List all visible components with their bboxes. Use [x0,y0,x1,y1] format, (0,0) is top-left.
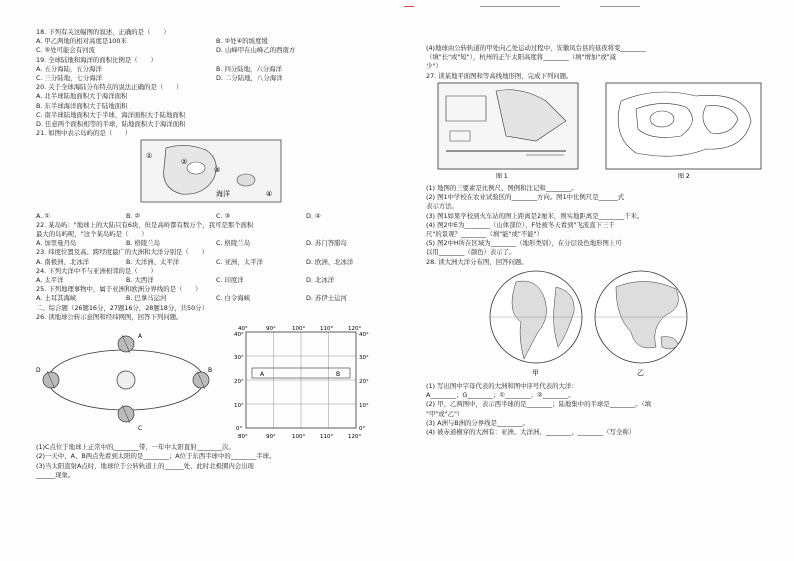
grid-top-label: 120° [348,326,362,333]
map-label-jia: 甲 [532,368,539,377]
grid-left-label: 20° [234,379,244,386]
right-column [426,44,776,437]
grid-bottom-label: 100° [292,434,306,441]
fig1-caption: 图 1 [496,172,508,180]
grid-left-label: 0° [236,426,243,433]
q19-option-c[interactable]: C. 三分陆地，七分海洋 [36,74,103,83]
grid-bottom-label: 90° [266,434,276,441]
map-label-1: ① [146,152,153,161]
q22-stem-cont: 最大的岛屿呢，"这个某岛屿是（ ） [36,230,148,239]
q25-option-a[interactable]: A. 土耳其海峡 [36,294,77,303]
header-mark [404,6,414,7]
left-column [36,28,396,480]
q22-option-c[interactable]: C. 格陵兰岛 [216,239,251,248]
grid-left-label: 30° [234,355,244,362]
grid-right-label: 30° [359,355,369,362]
school-plan-figure [438,83,578,180]
q28-sub4: (4) 被赤道横穿的大洲有：亚洲、大洋洲、________、________（写全称） [426,428,636,437]
q23-option-b[interactable]: B. 大洋洲、太平洋 [126,257,180,266]
q19-option-d[interactable]: D. 二分陆地，八分海洋 [216,74,283,83]
q21-stem: 21. 如图中表示岛屿的是（ ） [36,129,132,138]
q25-option-d[interactable]: D. 苏伊士运河 [306,294,347,303]
q28-sub2-cont: "甲"或"乙"） [426,409,464,418]
q24-stem: 24. 下列大洋中不与亚洲相邻的是（ ） [36,266,157,275]
grid-left-label: 40° [234,332,244,339]
q26-sub4: (4)地球由公转轨道的甲处向乙处运动过程中，安徽凤台县的昼夜将变________ [426,44,646,52]
q20-option-d[interactable]: D. 任意两个面积相等的半球，陆地面积大于海洋面积 [36,120,186,129]
q23-option-a[interactable]: A. 南极洲、北冰洋 [36,257,90,266]
q28-sub1: (1) 写出图中字母代表的大洲和图中序号代表的大洋： [426,382,578,391]
q26-sub3-cont: ______现象。 [36,470,75,479]
map-label-2: ② [181,158,188,167]
q25-stem: 25. 下列地理事物中，属于亚洲和欧洲分界线的是（ ） [36,285,202,294]
q28-hemisphere-maps [426,267,776,379]
q26-stem: 26. 读地球公转示意图和经纬网图，回答下列问题。 [36,312,183,321]
q18-option-b[interactable]: B. ②处④的坡度缓 [216,37,268,46]
q27-sub2-cont: 表示方法。 [426,202,458,211]
q26-sub2: (2)一天中，A、B两点先看到太阳的是________；A位于东西半球中的________半球。 [36,452,276,461]
q26-sub1: (1)C点位于地球上正常中的________带，一年中太阳直射________次。 [36,443,235,452]
grid-left-label: 10° [234,403,244,410]
point-a-label: A [260,371,265,379]
grid-right-label: 10° [359,403,369,410]
map-label-3: ③ [214,166,221,175]
grid-right-label: 0° [359,426,366,433]
map-label-yi: 乙 [637,368,644,377]
grid-top-label: 110° [320,326,334,333]
q28-sub1-cont: A________；G________；①________；②________。 [426,391,575,400]
header-rule-2 [600,6,640,7]
earth-icon [118,405,134,423]
q23-option-d[interactable]: D. 欧洲、北冰洋 [306,257,354,266]
q26-sub3: (3)当太阳直射A点时，地球位于公转轨道上的______处，此时北极圈内会出现 [36,461,254,470]
q27-sub3: (3) 图1如果学校到火车站的图上距离是2厘米，则实地距离是________千米。 [426,211,644,220]
q25-options [36,294,396,303]
q24-option-b[interactable]: B. 大西洋 [126,276,154,285]
hemisphere-map-a [490,271,582,377]
orbit-diagram [36,333,212,432]
grid-bottom-label: 80° [238,434,248,441]
q23-options [36,258,396,267]
grid-top-label: 100° [292,326,306,333]
q27-sub5: (5) 图2中H所在区域为________（地形类别），在分层设色地形图上可 [426,239,622,248]
q26-figures [36,322,396,440]
grid-bottom-label: 120° [348,434,362,441]
q27-sub4-cont: 尺"的景观？________（填"能"或"不能"） [426,230,543,239]
q19-options-row2 [36,74,396,83]
orbit-label-a: A [138,333,143,341]
orbit-label-c: C [138,425,143,433]
q20-option-b[interactable]: B. 东半球海洋面积大于陆地面积 [36,101,128,110]
earth-icon [193,371,209,389]
q21-option-d[interactable]: D. ④ [306,211,321,220]
section-2-heading: 二、综合题（26题16分，27题16分，28题18分，共50分） [36,303,208,312]
grid-bottom-label: 110° [320,434,334,441]
orbit-label-d: D [36,367,41,375]
q20-option-c[interactable]: C. 南半球陆地面积大于半球，海洋面积大于陆地面积 [36,110,186,119]
earth-icon [43,371,59,389]
q24-options [36,276,396,285]
q21-options [36,212,396,221]
q19-option-a[interactable]: A. 五分海陆，五分海洋 [36,64,102,73]
grid-top-label: 90° [266,326,276,333]
q28-sub3: (3) A洲与B洲的分界线是________。 [426,418,529,427]
q24-option-d[interactable]: D. 北冰洋 [306,276,335,285]
hemisphere-map-b [595,271,687,377]
q26-sub4-cont2: 少"） [426,62,442,71]
q28-sub2: (2) 甲、乙两图中，表示西半球的是________；陆地集中的半球是________。（填 [426,400,652,409]
q18-options-row2 [36,46,396,55]
point-b-label: B [336,371,341,379]
q20-option-a[interactable]: A. 北半球陆地面积大于海洋面积 [36,92,128,101]
q23-option-c[interactable]: C. 亚洲、太平洋 [216,257,263,266]
q27-sub4: (4) 图2中E为________（山体部位），F处被冬天看到"飞流直下三千 [426,220,615,229]
q27-sub1: (1) 地图的三要素是比例尺、图例和注记和________。 [426,184,578,193]
grid-right-label: 40° [359,332,369,339]
q27-sub5-cont: 以用________（颜色）表示了。 [426,248,516,257]
q21-option-c[interactable]: C. ③ [216,211,231,220]
q22-option-d[interactable]: D. 苏门答腊岛 [306,239,347,248]
q28-stem: 28. 读大洲大洋分布图，回答问题。 [426,257,528,266]
q27-sub2: (2) 图1中学校在农业试验区的________方向。图1中比例尺是______式 [426,193,625,202]
grid-top-label: 40° [238,326,248,333]
q25-option-c[interactable]: C. 白令海峡 [216,294,251,303]
q22-option-a[interactable]: A. 加里曼丹岛 [36,239,77,248]
q26-sub4-cont: （填"长"或"短"），杭州的正午太阳高度将________（填"增加"或"减 [426,53,616,62]
sun-icon [117,371,135,389]
map-label-4: ④ [266,190,273,199]
q22-options [36,239,396,248]
q22-stem: 22. 某岛屿："地球上的大陆只有6块，但是高岭都有数万个，我可是那个面积 [36,220,254,229]
q22-option-b[interactable]: B. 格陵兰岛 [126,239,161,248]
orbit-label-b: B [208,367,213,375]
q18-stem: 18. 下列有关这幅图的叙述，正确的是（ ） [36,28,170,36]
q20-stem: 20. 关于全球海陆分布特点的说法正确的是（ ） [36,83,183,92]
q18-option-d[interactable]: D. 山峰甲在山峰乙的西南方 [216,46,296,55]
q25-option-b[interactable]: B. 巴拿马运河 [126,294,167,303]
header-rule [480,6,560,7]
q18-option-a[interactable]: A. 甲乙两地的相对高度是100米 [36,37,127,46]
q19-option-b[interactable]: B. 四分陆地，六分海洋 [216,64,282,73]
q24-option-a[interactable]: A. 太平洋 [36,276,64,285]
q27-figures [426,81,776,181]
q19-stem: 19. 全球陆地和海洋的面积比例是（ ） [36,55,157,64]
q21-option-a[interactable]: A. ① [36,211,51,220]
q24-option-c[interactable]: C. 印度洋 [216,276,244,285]
q23-stem: 23. 纬度位置及高、跨经度最广的大洲和大洋分别是（ ） [36,248,208,257]
q19-options-row1 [36,65,396,74]
fig2-caption: 图 2 [678,172,690,180]
latlong-grid [234,326,369,440]
grid-right-label: 20° [359,379,369,386]
contour-map-figure [606,83,761,180]
q18-option-c[interactable]: C. ⑤处可能会有河流 [36,46,95,55]
q21-island-map [36,138,396,208]
map-label-ocean: 海洋 [216,190,230,199]
q27-stem: 27. 读某地平面图和等高线地形图，完成下列问题。 [426,71,573,80]
q21-option-b[interactable]: B. ② [126,211,141,220]
